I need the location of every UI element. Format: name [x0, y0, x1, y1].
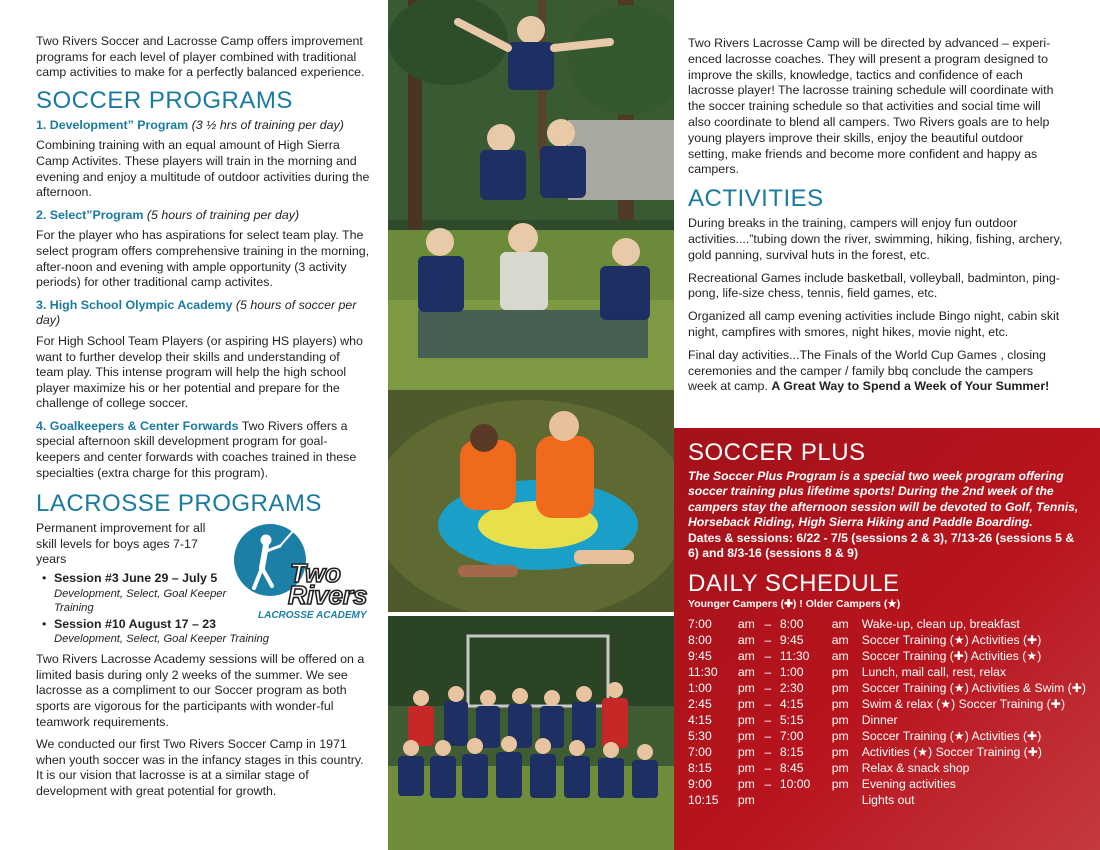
schedule-cell-am: pm — [737, 745, 755, 760]
program-3-title: 3. High School Olympic Academy (5 hours of soccer per day) — [36, 297, 357, 328]
schedule-cell-t1: 9:00 — [688, 777, 712, 792]
schedule-cell-t2: 10:00 — [779, 777, 811, 792]
program-1-title: 1. Development” Program (3 ½ hrs of training per day) — [36, 117, 344, 132]
schedule-cell-dash: – — [764, 681, 772, 696]
table-row — [688, 648, 1086, 664]
schedule-cell-dash: – — [764, 617, 772, 632]
program-3-body: For High School Team Players (or aspiring HS players) who want to further develop their skills and understanding of team play. This intense program will help the high school player maximize his or her potential and prepare for the challenge of college soccer. — [36, 333, 363, 411]
final-day-text: Final day activities...The Finals of the World Cup Games , closing ceremonies and the camper / family bbq conclude the campers week at camp. A Great Way to Spend a Week of Your Summer! — [688, 347, 1050, 394]
schedule-cell-t1: 5:30 — [688, 729, 712, 744]
schedule-cell-act: Activities (★) Soccer Training (✚) — [861, 745, 1042, 760]
soccer-plus-heading: SOCCER PLUS — [688, 439, 866, 466]
schedule-cell-dash: – — [764, 745, 772, 760]
schedule-cell-act: Lunch, mail call, rest, relax — [861, 665, 1006, 680]
schedule-cell-am2: pm — [831, 713, 849, 728]
schedule-cell-dash: – — [764, 713, 772, 728]
left-column — [0, 0, 388, 850]
schedule-cell-t2: 8:00 — [779, 617, 804, 632]
table-row — [688, 776, 1086, 792]
schedule-table — [688, 616, 1086, 808]
activities-paragraph-2: Recreational Games include basketball, volleyball, badminton, ping-pong, life-size chess, tennis, field games, etc. — [688, 270, 1060, 301]
schedule-cell-t1: 9:45 — [688, 649, 712, 664]
table-row — [688, 792, 1086, 808]
schedule-cell-am2: pm — [831, 729, 849, 744]
schedule-cell-t2: 1:00 — [779, 665, 804, 680]
soccer-plus-dates: Dates & sessions: 6/22 - 7/5 (sessions 2 & 3), 7/13-26 (sessions 5 & 6) and 8/3-16 (sessions 8 & 9) — [688, 530, 1075, 561]
schedule-cell-t1: 8:00 — [688, 633, 712, 648]
schedule-cell-dash: – — [764, 761, 772, 776]
right-column — [674, 0, 1100, 850]
schedule-cell-act: Soccer Training (✚) Activities (★) — [861, 649, 1042, 664]
lacrosse-intro: Permanent improvement for all skill levels for boys ages 7-17 years — [36, 521, 206, 567]
schedule-cell-act: Relax & snack shop — [861, 761, 970, 776]
soccer-plus-panel — [674, 428, 1100, 850]
schedule-cell-am2: am — [831, 617, 849, 632]
table-row — [688, 728, 1086, 744]
lacrosse-paragraph-1: Two Rivers Lacrosse Academy sessions will be offered on a limited basis during only 2 weeks of the summer. We see lacrosse as a compliment to our Soccer program as both sports are vigorous for the participants with wonder-ful teamwork requirements. — [36, 652, 365, 729]
schedule-cell-t2: 8:45 — [779, 761, 804, 776]
schedule-cell-act: Soccer Training (★) Activities & Swim (✚) — [861, 681, 1086, 696]
schedule-cell-am: pm — [737, 713, 755, 728]
table-row — [688, 632, 1086, 648]
schedule-cell-am: pm — [737, 793, 755, 808]
photo-column — [388, 0, 674, 850]
table-row — [688, 744, 1086, 760]
schedule-cell-am: am — [737, 665, 755, 680]
two-rivers-lacrosse-logo — [232, 520, 378, 620]
schedule-cell-t1: 8:15 — [688, 761, 712, 776]
schedule-cell-act: Dinner — [861, 713, 898, 728]
daily-schedule-heading: DAILY SCHEDULE — [688, 570, 900, 598]
schedule-cell-t2: 4:15 — [779, 697, 804, 712]
program-2-title: 2. Select”Program (5 hours of training per day) — [36, 207, 300, 222]
schedule-cell-am: pm — [737, 697, 755, 712]
schedule-cell-t2: 5:15 — [779, 713, 804, 728]
schedule-cell-am2: pm — [831, 745, 849, 760]
schedule-cell-am2: am — [831, 633, 849, 648]
lacrosse-camp-text: Two Rivers Lacrosse Camp will be directed by advanced – experi-enced lacrosse coaches. They will present a program designed to improve the skills, knowledge, tactics and confidence of each lacrosse player! The lacrosse training schedule will coordinate with the soccer training schedule so that activities and social time will also coordinate to blend all campers. Two Rivers goals are to help young players improve their skills, enjoy the beautiful outdoor setting, make friends and become more confident and happy as campers. — [688, 36, 1054, 177]
schedule-cell-act: Soccer Training (★) Activities (✚) — [861, 633, 1042, 648]
lacrosse-team-photo — [388, 612, 674, 850]
activities-heading: ACTIVITIES — [688, 185, 824, 213]
table-row — [688, 664, 1086, 680]
schedule-cell-am: am — [737, 633, 755, 648]
list-item: • Session #3 June 29 – July 5 Development, Select, Goal Keeper Training — [42, 571, 370, 615]
schedule-cell-dash: – — [764, 777, 772, 792]
schedule-cell-dash: – — [764, 729, 772, 744]
soccer-plus-body: The Soccer Plus Program is a special two week program offering soccer training plus lifetime sports! During the 2nd week of the campers stay the afternoon session will be devoted to Golf, Tennis, Horseback Riding, High Sierra Hiking and Paddle Boarding. — [688, 469, 1079, 530]
schedule-cell-act: Lights out — [861, 793, 915, 808]
schedule-cell-t1: 11:30 — [688, 665, 718, 680]
schedule-cell-dash: – — [764, 649, 772, 664]
campers-pyramid-photo — [388, 0, 674, 390]
schedule-cell-t1: 4:15 — [688, 713, 712, 728]
soccer-programs-heading: SOCCER PROGRAMS — [36, 86, 293, 114]
lacrosse-programs-heading: LACROSSE PROGRAMS — [36, 490, 322, 518]
schedule-cell-act: Soccer Training (★) Activities (✚) — [861, 729, 1042, 744]
schedule-cell-dash: – — [764, 665, 772, 680]
schedule-cell-am: pm — [737, 777, 755, 792]
schedule-cell-act: Swim & relax (★) Soccer Training (✚) — [861, 697, 1066, 712]
logo-subtitle: LACROSSE ACADEMY — [258, 610, 367, 620]
list-item: • Session #10 August 17 – 23 Development, Select, Goal Keeper Training — [42, 617, 370, 647]
schedule-cell-am: pm — [737, 761, 755, 776]
logo-word-two: Two — [290, 558, 342, 588]
schedule-cell-act: Evening activities — [861, 777, 956, 792]
tubing-photo — [388, 390, 674, 612]
schedule-cell-dash — [756, 792, 780, 808]
activities-paragraph-3: Organized all camp evening activities include Bingo night, cabin skit night, campfires with smores, night hikes, movie night, etc. — [688, 309, 1060, 339]
schedule-cell-am: pm — [737, 681, 755, 696]
table-row — [688, 616, 1086, 632]
schedule-cell-t1: 2:45 — [688, 697, 712, 712]
schedule-cell-am2: pm — [831, 681, 849, 696]
logo-word-rivers: Rivers — [288, 580, 368, 610]
schedule-cell-am2: am — [831, 649, 849, 664]
table-row — [688, 760, 1086, 776]
activities-paragraph-1: During breaks in the training, campers will enjoy fun outdoor activities....”tubing down the river, swimming, hiking, fishing, archery, gold panning, survival huts in the forest, etc. — [688, 216, 1063, 262]
schedule-cell-t1: 7:00 — [688, 745, 712, 760]
schedule-cell-am: am — [737, 617, 755, 632]
schedule-cell-am2: pm — [831, 777, 849, 792]
schedule-cell-dash: – — [764, 633, 772, 648]
schedule-cell-am: pm — [737, 729, 755, 744]
schedule-cell-am2 — [832, 792, 862, 808]
schedule-legend: Younger Campers (✚) ! Older Campers (★) — [688, 598, 901, 611]
schedule-cell-am2: pm — [831, 697, 849, 712]
lacrosse-paragraph-2: We conducted our first Two Rivers Soccer Camp in 1971 when youth soccer was in the infancy stages in this country. It is our vision that lacrosse is at a similar stage of development with great potential for growth. — [36, 737, 364, 798]
schedule-cell-t2: 9:45 — [779, 633, 804, 648]
intro-text: Two Rivers Soccer and Lacrosse Camp offers improvement programs for each level of player combined with traditional camp activities to make for a perfectly balanced experience. — [36, 34, 365, 80]
table-row — [688, 696, 1086, 712]
schedule-cell-act: Wake-up, clean up, breakfast — [861, 617, 1020, 632]
schedule-cell-t2 — [780, 792, 832, 808]
schedule-cell-t2: 2:30 — [779, 681, 804, 696]
schedule-cell-dash: – — [764, 697, 772, 712]
schedule-cell-t1: 10:15 — [688, 793, 719, 808]
schedule-cell-t1: 1:00 — [688, 681, 712, 696]
table-row — [688, 680, 1086, 696]
schedule-cell-am2: pm — [831, 665, 849, 680]
table-row — [688, 712, 1086, 728]
schedule-cell-t2: 7:00 — [779, 729, 804, 744]
program-4: 4. Goalkeepers & Center Forwards Two Rivers offers a special afternoon skill development program for goal-keepers and center forwards with coaches trained in these specialties (extra charge for this program). — [36, 418, 357, 480]
schedule-cell-t2: 8:15 — [779, 745, 804, 760]
program-1-body: Combining training with an equal amount of High Sierra Camp Activites. These players will train in the morning and evening and enjoy a multitude of outdoor activities during the afternoon. — [36, 138, 370, 200]
schedule-cell-am2: pm — [831, 761, 849, 776]
schedule-cell-t1: 7:00 — [688, 617, 712, 632]
schedule-cell-t2: 11:30 — [779, 649, 810, 664]
schedule-cell-am: am — [737, 649, 755, 664]
program-2-body: For the player who has aspirations for select team play. The select program offers comprehensive training in the morning, after-noon and evening with ample opportunity (3 activity periods) for other traditional camp activites. — [36, 228, 370, 290]
